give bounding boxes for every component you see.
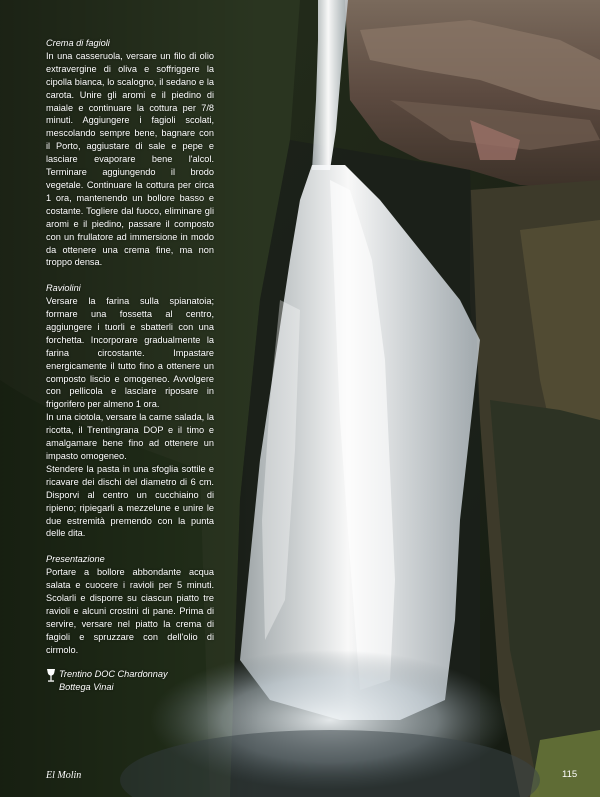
recipe-paragraph: In una casseruola, versare un filo di olio extravergine di oliva e soffriggere la cipolla bianca, lo scalogno, il sedano e la carota. Unire gli aromi e il piedino di maiale e continuare la cottura per 7/8 minuti. Aggiungere i fagioli scolati, mescolando sempre bene, bagnare con il Porto, aggiustare di sale e pepe e lasciare evaporare bene l'alcol. Terminare aggiungendo il brodo vegetale. Continuare la cottura per circa 1 ora, mantenendo un bollore basso e costante. Togliere dal fuoco, eliminare gli aromi e il piedino, passare il composto con un frullatore ad immersione in modo da ottenere una crema fine, ma non troppo densa.	[46, 50, 214, 268]
section-title: Raviolini	[46, 283, 81, 294]
footer-section-name: El Molin	[46, 770, 82, 781]
page-number: 115	[562, 769, 578, 780]
spacer	[46, 269, 214, 282]
section-title: Crema di fagioli	[46, 38, 110, 48]
recipe-paragraph: Portare a bollore abbondante acqua salata e cuocere i ravioli per 5 minuti. Scolarli e disporre su ciascun piatto tre ravioli e alcuni crostini di pane. Prima di servire, versare nel piatto la crema di fagioli e spruzzare con dell'olio di cirmolo.	[46, 567, 214, 655]
section-title: Presentazione	[46, 554, 105, 565]
wine-name: Trentino DOC Chardonnay	[59, 669, 168, 680]
recipe-paragraph: Stendere la pasta in una sfoglia sottile e ricavare dei dischi del diametro di 6 cm. Disporvi al centro un cucchiaino di ripieno; ripiegarli a mezzelune e unire le due estremità premendo con la punta delle dita.	[46, 463, 214, 539]
recipe-text-column	[46, 37, 214, 694]
wine-pairing	[46, 668, 214, 694]
spacer	[46, 540, 214, 553]
wine-producer: Bottega Vinai	[59, 682, 114, 693]
recipe-paragraph: In una ciotola, versare la carne salada, la ricotta, il Trentingrana DOP e il timo e amalgamare bene fino ad ottenere un impasto omogeneo.	[46, 412, 214, 461]
recipe-paragraph: Versare la farina sulla spianatoia; formare una fossetta al centro, aggiungere i tuorli e sbatterli con una forchetta. Incorporare gradualmente la farina circostante. Impastare energicamente il tutto fino a ottenere un composto liscio e omogeneo. Avvolgere con pellicola e lasciare riposare in frigorifero per almeno 1 ora.	[46, 296, 214, 410]
wine-glass-icon	[46, 668, 56, 683]
